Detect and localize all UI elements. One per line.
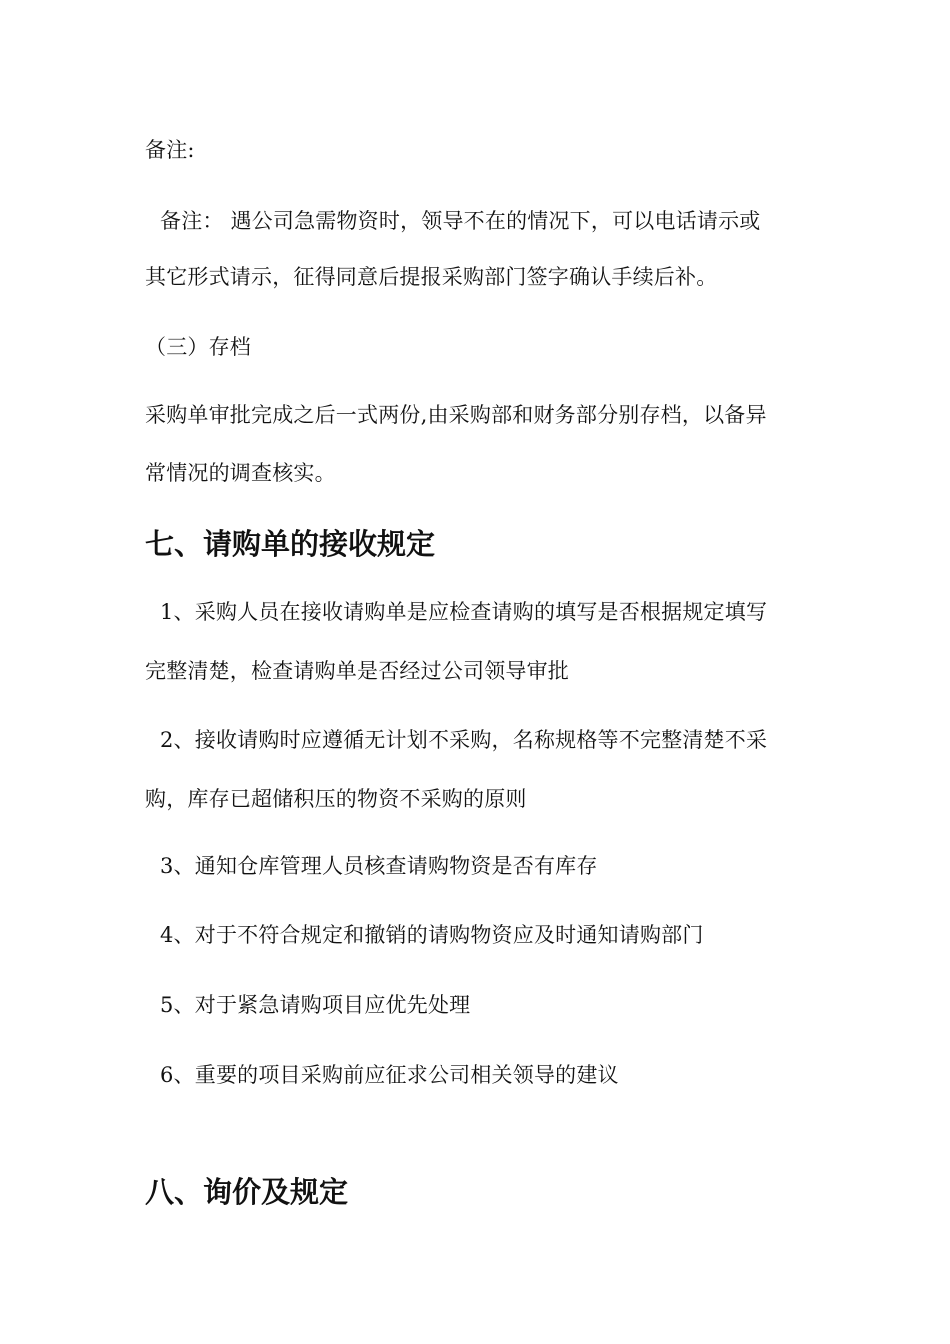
archive-paragraph-line2: 常情况的调查核实。	[145, 461, 336, 485]
section7-item2-line1: 2、接收请购时应遵循无计划不采购，名称规格等不完整清楚不采	[160, 728, 768, 752]
section7-item5: 5、对于紧急请购项目应优先处理	[160, 993, 471, 1017]
section7-item1-line2: 完整清楚，检查请购单是否经过公司领导审批	[145, 659, 569, 683]
section7-item3: 3、通知仓库管理人员核查请购物资是否有库存	[160, 854, 598, 878]
archive-paragraph-line1: 采购单审批完成之后一式两份,由采购部和财务部分别存档，以备异	[145, 403, 767, 427]
note-paragraph-line2: 其它形式请示，征得同意后提报采购部门签字确认手续后补。	[145, 265, 718, 289]
note-label: 备注:	[145, 138, 195, 162]
section8-title: 八、询价及规定	[145, 1175, 349, 1209]
section7-item4: 4、对于不符合规定和撤销的请购物资应及时通知请购部门	[160, 923, 704, 947]
section7-item6: 6、重要的项目采购前应征求公司相关领导的建议	[160, 1063, 619, 1087]
archive-heading: （三）存档	[145, 335, 251, 359]
section7-title: 七、请购单的接收规定	[145, 527, 436, 561]
section7-item1-line1: 1、采购人员在接收请购单是应检查请购的填写是否根据规定填写	[160, 600, 768, 624]
section7-item2-line2: 购，库存已超储积压的物资不采购的原则	[145, 787, 527, 811]
note-paragraph-line1: 备注： 遇公司急需物资时，领导不在的情况下，可以电话请示或	[160, 209, 761, 233]
